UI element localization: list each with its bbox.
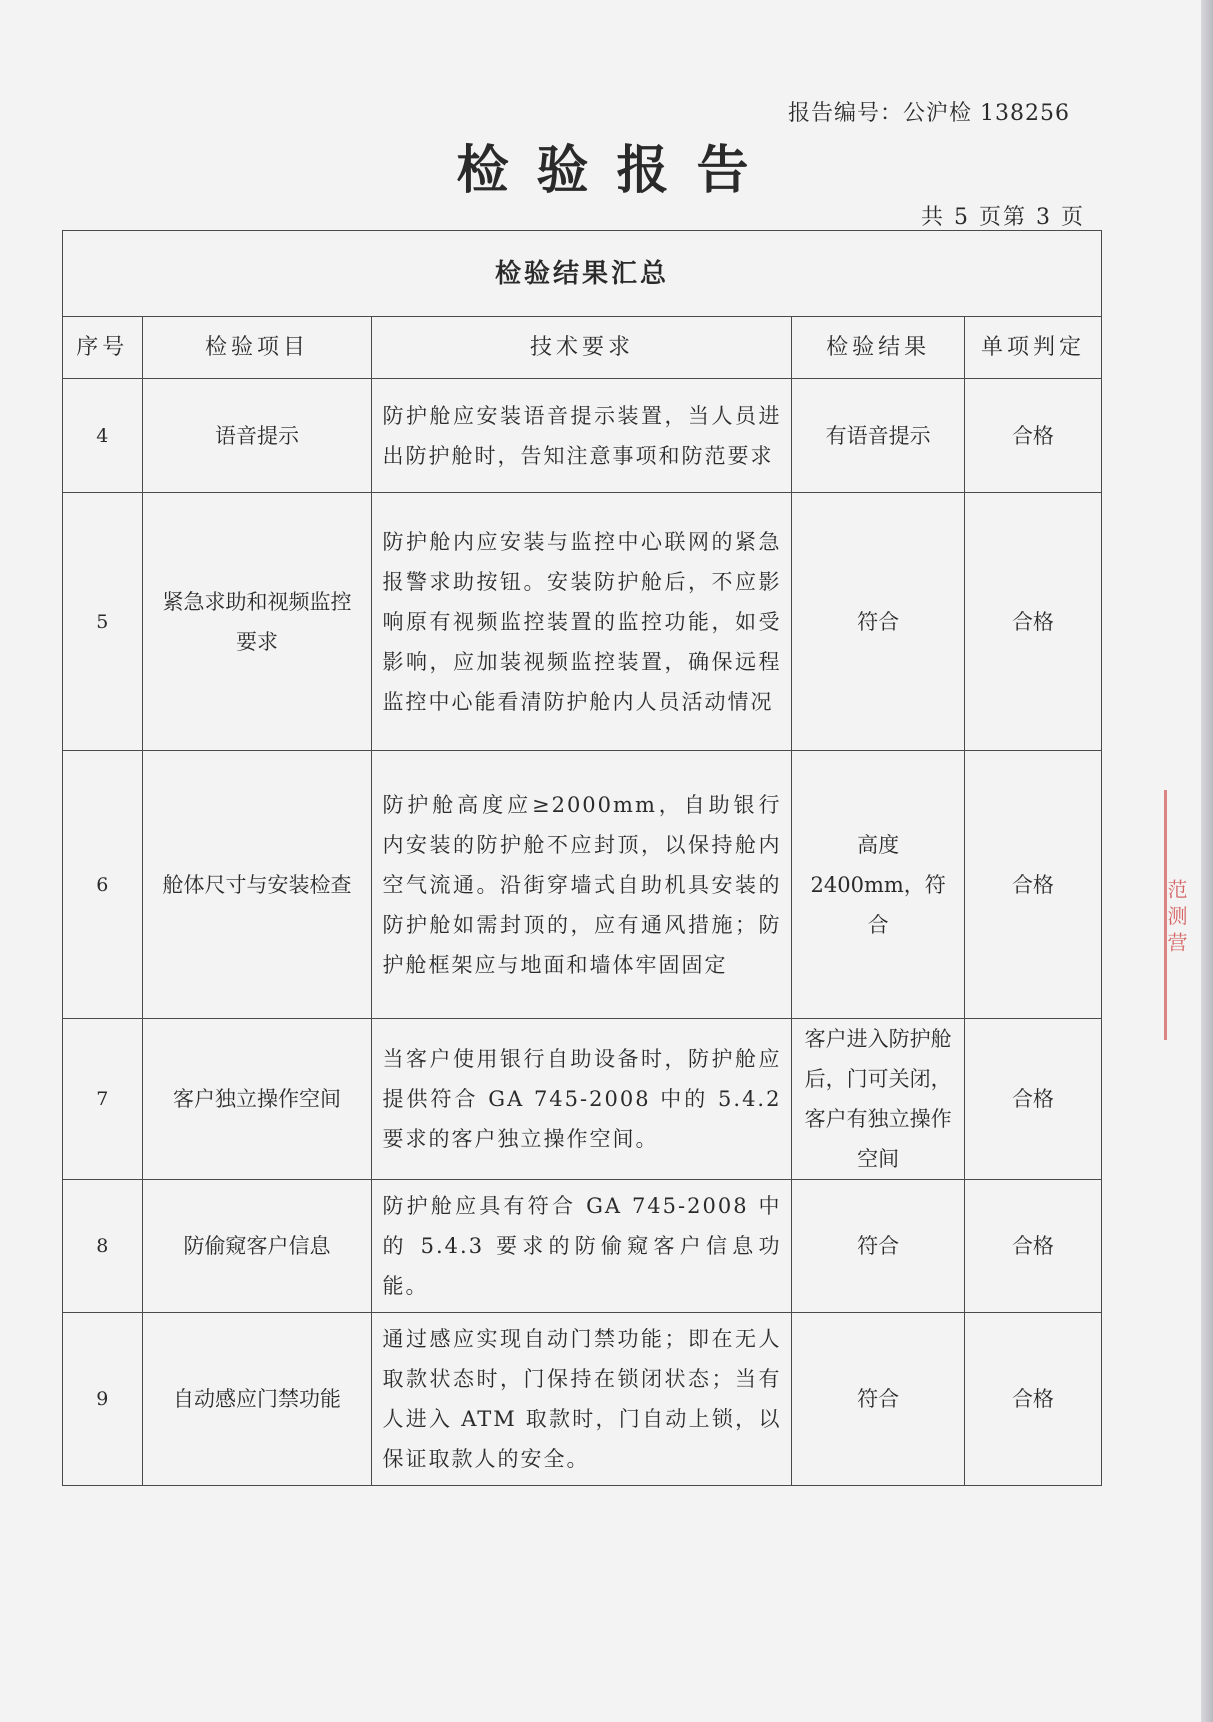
page-info: 共 5 页第 3 页 xyxy=(921,205,1085,230)
row-judgement: 合格 xyxy=(964,1019,1101,1180)
summary-title: 检验结果汇总 xyxy=(63,231,1102,317)
results-table xyxy=(62,230,1102,1486)
row-result: 客户进入防护舱后，门可关闭，客户有独立操作空间 xyxy=(792,1019,964,1180)
row-item: 紧急求助和视频监控要求 xyxy=(142,493,372,751)
row-requirement: 防护舱内应安装与监控中心联网的紧急报警求助按钮。安装防护舱后，不应影响原有视频监控装置的监控功能，如受影响，应加装视频监控装置，确保远程监控中心能看清防护舱内人员活动情况 xyxy=(372,493,792,751)
table-row xyxy=(63,379,1102,493)
row-item: 语音提示 xyxy=(142,379,372,493)
row-result: 符合 xyxy=(792,1313,964,1486)
row-item: 舱体尺寸与安装检查 xyxy=(142,751,372,1019)
column-header-requirement: 技术要求 xyxy=(372,317,792,379)
table-row xyxy=(63,1313,1102,1486)
row-item: 自动感应门禁功能 xyxy=(142,1313,372,1486)
row-seq: 8 xyxy=(63,1180,143,1313)
row-requirement: 防护舱高度应≥2000mm，自助银行内安装的防护舱不应封顶，以保持舱内空气流通。沿街穿墙式自助机具安装的防护舱如需封顶的，应有通风措施；防护舱框架应与地面和墙体牢固固定 xyxy=(372,751,792,1019)
row-seq: 9 xyxy=(63,1313,143,1486)
table-row xyxy=(63,751,1102,1019)
report-number: 报告编号：公沪检 138256 xyxy=(788,101,1070,126)
row-item: 客户独立操作空间 xyxy=(142,1019,372,1180)
row-seq: 5 xyxy=(63,493,143,751)
row-judgement: 合格 xyxy=(964,751,1101,1019)
table-row xyxy=(63,1180,1102,1313)
row-requirement: 通过感应实现自动门禁功能；即在无人取款状态时，门保持在锁闭状态；当有人进入 ATM 取款时，门自动上锁，以保证取款人的安全。 xyxy=(372,1313,792,1486)
column-header-judgement: 单项判定 xyxy=(964,317,1101,379)
row-result: 有语音提示 xyxy=(792,379,964,493)
column-header-seq: 序号 xyxy=(63,317,143,379)
table-row xyxy=(63,493,1102,751)
row-seq: 6 xyxy=(63,751,143,1019)
table-header-row xyxy=(63,317,1102,379)
column-header-result: 检验结果 xyxy=(792,317,964,379)
row-item: 防偷窥客户信息 xyxy=(142,1180,372,1313)
scan-edge xyxy=(1201,0,1213,1722)
row-result: 高度 2400mm，符合 xyxy=(792,751,964,1019)
report-title: 检验报告 xyxy=(456,140,777,201)
row-result: 符合 xyxy=(792,493,964,751)
row-requirement: 当客户使用银行自助设备时，防护舱应提供符合 GA 745-2008 中的 5.4.2 要求的客户独立操作空间。 xyxy=(372,1019,792,1180)
row-judgement: 合格 xyxy=(964,1180,1101,1313)
row-judgement: 合格 xyxy=(964,379,1101,493)
table-row xyxy=(63,1019,1102,1180)
column-header-item: 检验项目 xyxy=(142,317,372,379)
row-seq: 4 xyxy=(63,379,143,493)
row-requirement: 防护舱应具有符合 GA 745-2008 中的 5.4.3 要求的防偷窥客户信息功能。 xyxy=(372,1180,792,1313)
row-seq: 7 xyxy=(63,1019,143,1180)
red-seal-stamp: 范 测 营 xyxy=(1164,790,1199,1040)
row-judgement: 合格 xyxy=(964,1313,1101,1486)
row-requirement: 防护舱应安装语音提示装置，当人员进出防护舱时，告知注意事项和防范要求 xyxy=(372,379,792,493)
row-judgement: 合格 xyxy=(964,493,1101,751)
row-result: 符合 xyxy=(792,1180,964,1313)
